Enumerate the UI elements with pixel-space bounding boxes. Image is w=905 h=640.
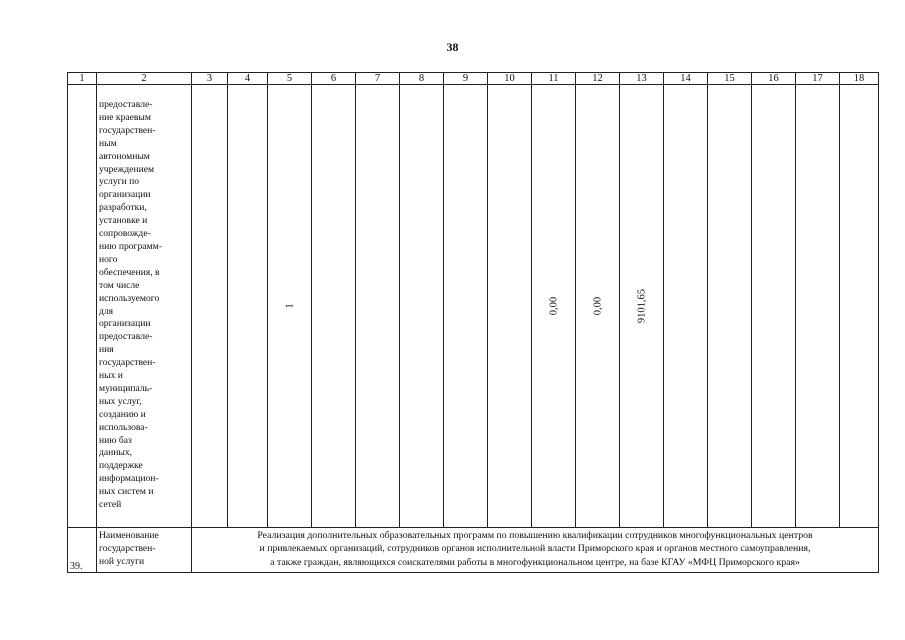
column-header: 2 xyxy=(97,73,192,85)
table-cell xyxy=(708,85,752,528)
service-name-label: Наименование государствен- ной услуги xyxy=(97,528,192,573)
table-cell xyxy=(97,85,192,528)
page-number: 38 xyxy=(446,40,459,54)
column-header: 7 xyxy=(356,73,400,85)
table-cell xyxy=(840,85,879,528)
column-header: 17 xyxy=(796,73,840,85)
row-number: 39. xyxy=(68,528,97,573)
table-cell xyxy=(664,85,708,528)
column-header: 10 xyxy=(488,73,532,85)
table-row-39 xyxy=(68,528,879,573)
table-cell xyxy=(312,85,356,528)
cell-value-col13: 9101,65 xyxy=(636,288,647,324)
column-number-row xyxy=(68,73,879,85)
column-header: 16 xyxy=(752,73,796,85)
column-header: 6 xyxy=(312,73,356,85)
table-cell xyxy=(268,85,312,528)
column-header: 12 xyxy=(576,73,620,85)
column-header: 14 xyxy=(664,73,708,85)
table-cell xyxy=(192,85,228,528)
table-cell xyxy=(400,85,444,528)
table-cell xyxy=(620,85,664,528)
table-cell xyxy=(356,85,400,528)
column-header: 15 xyxy=(708,73,752,85)
table-row xyxy=(68,85,879,528)
column-header: 8 xyxy=(400,73,444,85)
document-table xyxy=(67,72,879,573)
column-header: 11 xyxy=(532,73,576,85)
column-header: 18 xyxy=(840,73,879,85)
column-header: 3 xyxy=(192,73,228,85)
table-cell xyxy=(68,85,97,528)
service-name-text: Реализация дополнительных образовательных программ по повышению квалификации сотрудников многофункциональных центров и привлекаемых организаций, сотрудников органов исполнительной власти Приморского края и органов местного самоуправления, а также граждан, являющихся соискателями работы в многофункциональном центре, на базе КГАУ «МФЦ Приморского края» xyxy=(192,528,879,573)
service-description: предоставле- ние краевым государствен- ным автономным учреждением услуги по организации разработки, установке и сопровожде- нию программ- ного обеспечения, в том числе используемого для организации предоставле- ния государствен- ных и муниципаль- ных услуг, созданию и использова- нию баз данных, поддержке информацион- ных систем и сетей xyxy=(99,99,162,511)
column-header: 5 xyxy=(268,73,312,85)
column-header: 1 xyxy=(68,73,97,85)
cell-value-col5: 1 xyxy=(284,303,295,309)
column-header: 4 xyxy=(228,73,268,85)
table-cell xyxy=(576,85,620,528)
column-header: 13 xyxy=(620,73,664,85)
table-cell xyxy=(228,85,268,528)
cell-value-col12: 0,00 xyxy=(592,296,603,316)
table-cell xyxy=(752,85,796,528)
table-cell xyxy=(532,85,576,528)
cell-value-col11: 0,00 xyxy=(548,296,559,316)
table-cell xyxy=(488,85,532,528)
table-cell xyxy=(796,85,840,528)
column-header: 9 xyxy=(444,73,488,85)
table-cell xyxy=(444,85,488,528)
